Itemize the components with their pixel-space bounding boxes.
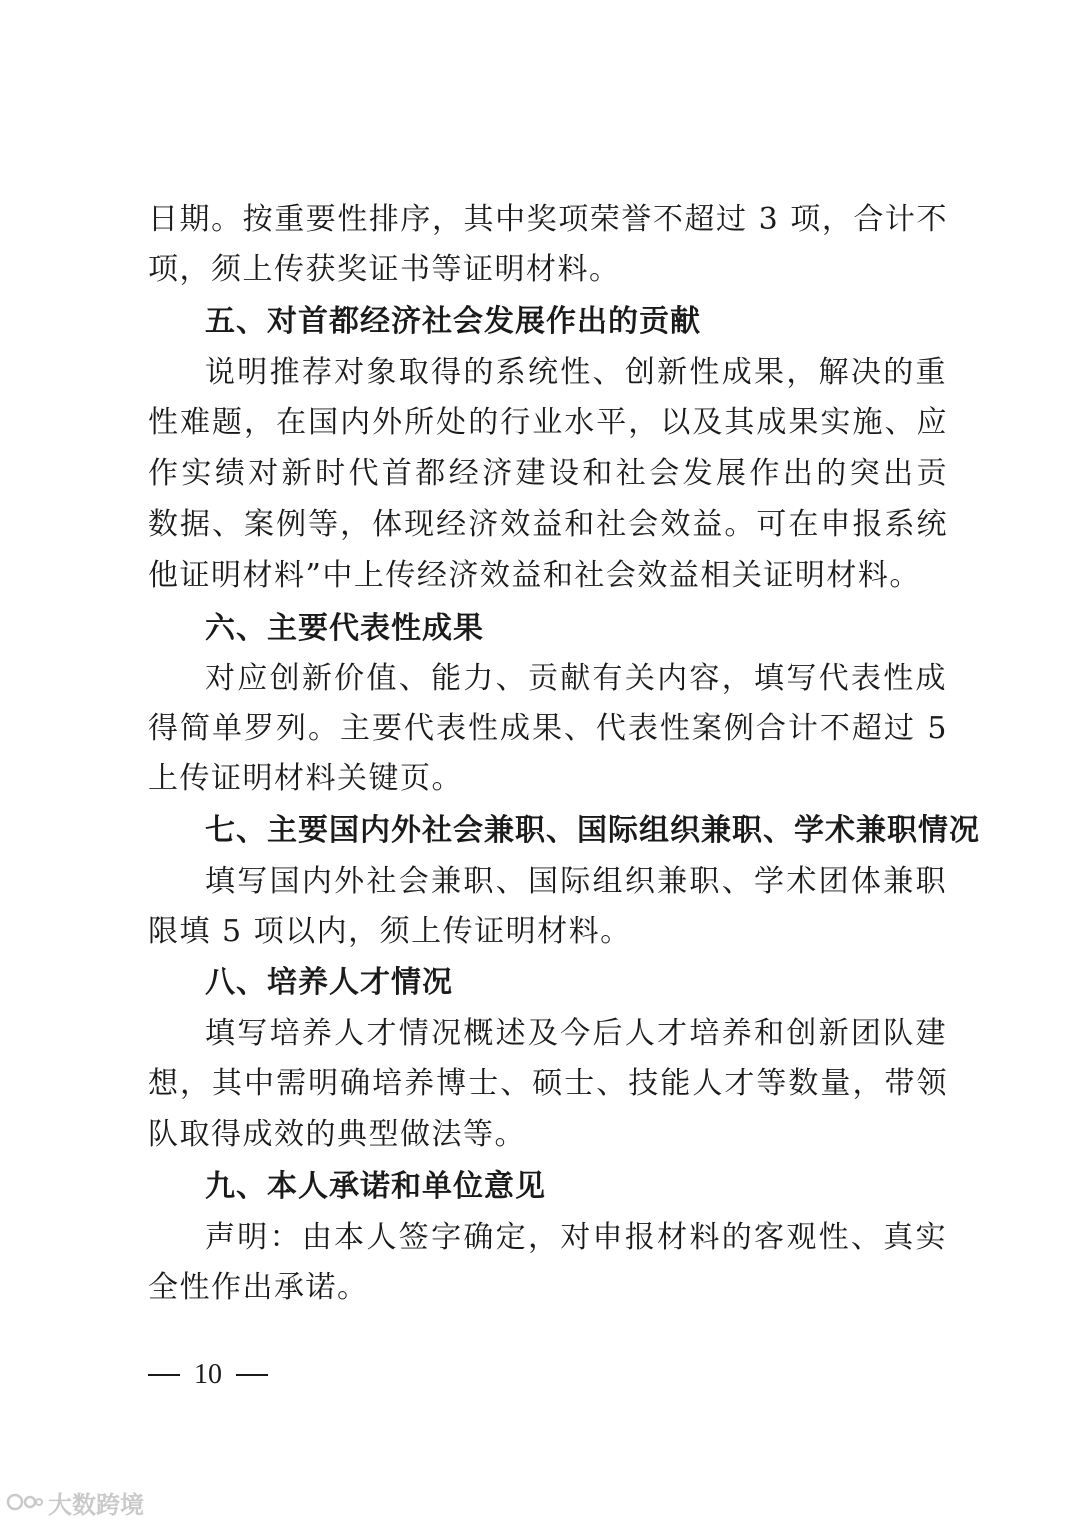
body-line: 队取得成效的典型做法等。 <box>148 1117 526 1152</box>
body-line: 说明推荐对象取得的系统性、创新性成果，解决的重 <box>205 355 947 390</box>
body-line: 他证明材料”中上传经济效益和社会效益相关证明材料。 <box>148 558 921 593</box>
dash-right <box>236 1374 268 1376</box>
watermark-logo-icon <box>6 1488 44 1516</box>
body-line: 声明：由本人签字确定，对申报材料的客观性、真实 <box>205 1220 947 1255</box>
section-heading-six: 六、主要代表性成果 <box>205 611 484 646</box>
body-line: 限填 5 项以内，须上传证明材料。 <box>148 914 632 949</box>
body-line: 上传证明材料关键页。 <box>148 761 463 796</box>
page-number-text: 10 <box>194 1359 222 1390</box>
body-line: 对应创新价值、能力、贡献有关内容，填写代表性成 <box>205 661 947 696</box>
body-line: 作实绩对新时代首都经济建设和社会发展作出的突出贡 <box>148 456 948 491</box>
body-line: 日期。按重要性排序，其中奖项荣誉不超过 3 项，合计不 <box>148 202 948 237</box>
body-line: 填写国内外社会兼职、国际组织兼职、学术团体兼职 <box>205 864 947 899</box>
body-line: 项，须上传获奖证书等证明材料。 <box>148 252 621 287</box>
section-heading-nine: 九、本人承诺和单位意见 <box>205 1169 546 1204</box>
section-heading-five: 五、对首都经济社会发展作出的贡献 <box>205 304 701 339</box>
page-number <box>148 1355 268 1395</box>
dash-left <box>148 1374 180 1376</box>
body-line: 想，其中需明确培养博士、硕士、技能人才等数量，带领 <box>148 1066 948 1101</box>
watermark-text: 大数跨境 <box>48 1490 144 1519</box>
watermark <box>6 1482 144 1522</box>
body-line: 得简单罗列。主要代表性成果、代表性案例合计不超过 5 <box>148 711 948 746</box>
body-line: 数据、案例等，体现经济效益和社会效益。可在申报系统 <box>148 507 948 542</box>
section-heading-seven: 七、主要国内外社会兼职、国际组织兼职、学术兼职情况 <box>205 813 980 848</box>
body-line: 性难题，在国内外所处的行业水平，以及其成果实施、应 <box>148 405 948 440</box>
body-line: 填写培养人才情况概述及今后人才培养和创新团队建 <box>205 1016 947 1051</box>
body-line: 全性作出承诺。 <box>148 1270 369 1305</box>
section-heading-eight: 八、培养人才情况 <box>205 965 453 1000</box>
